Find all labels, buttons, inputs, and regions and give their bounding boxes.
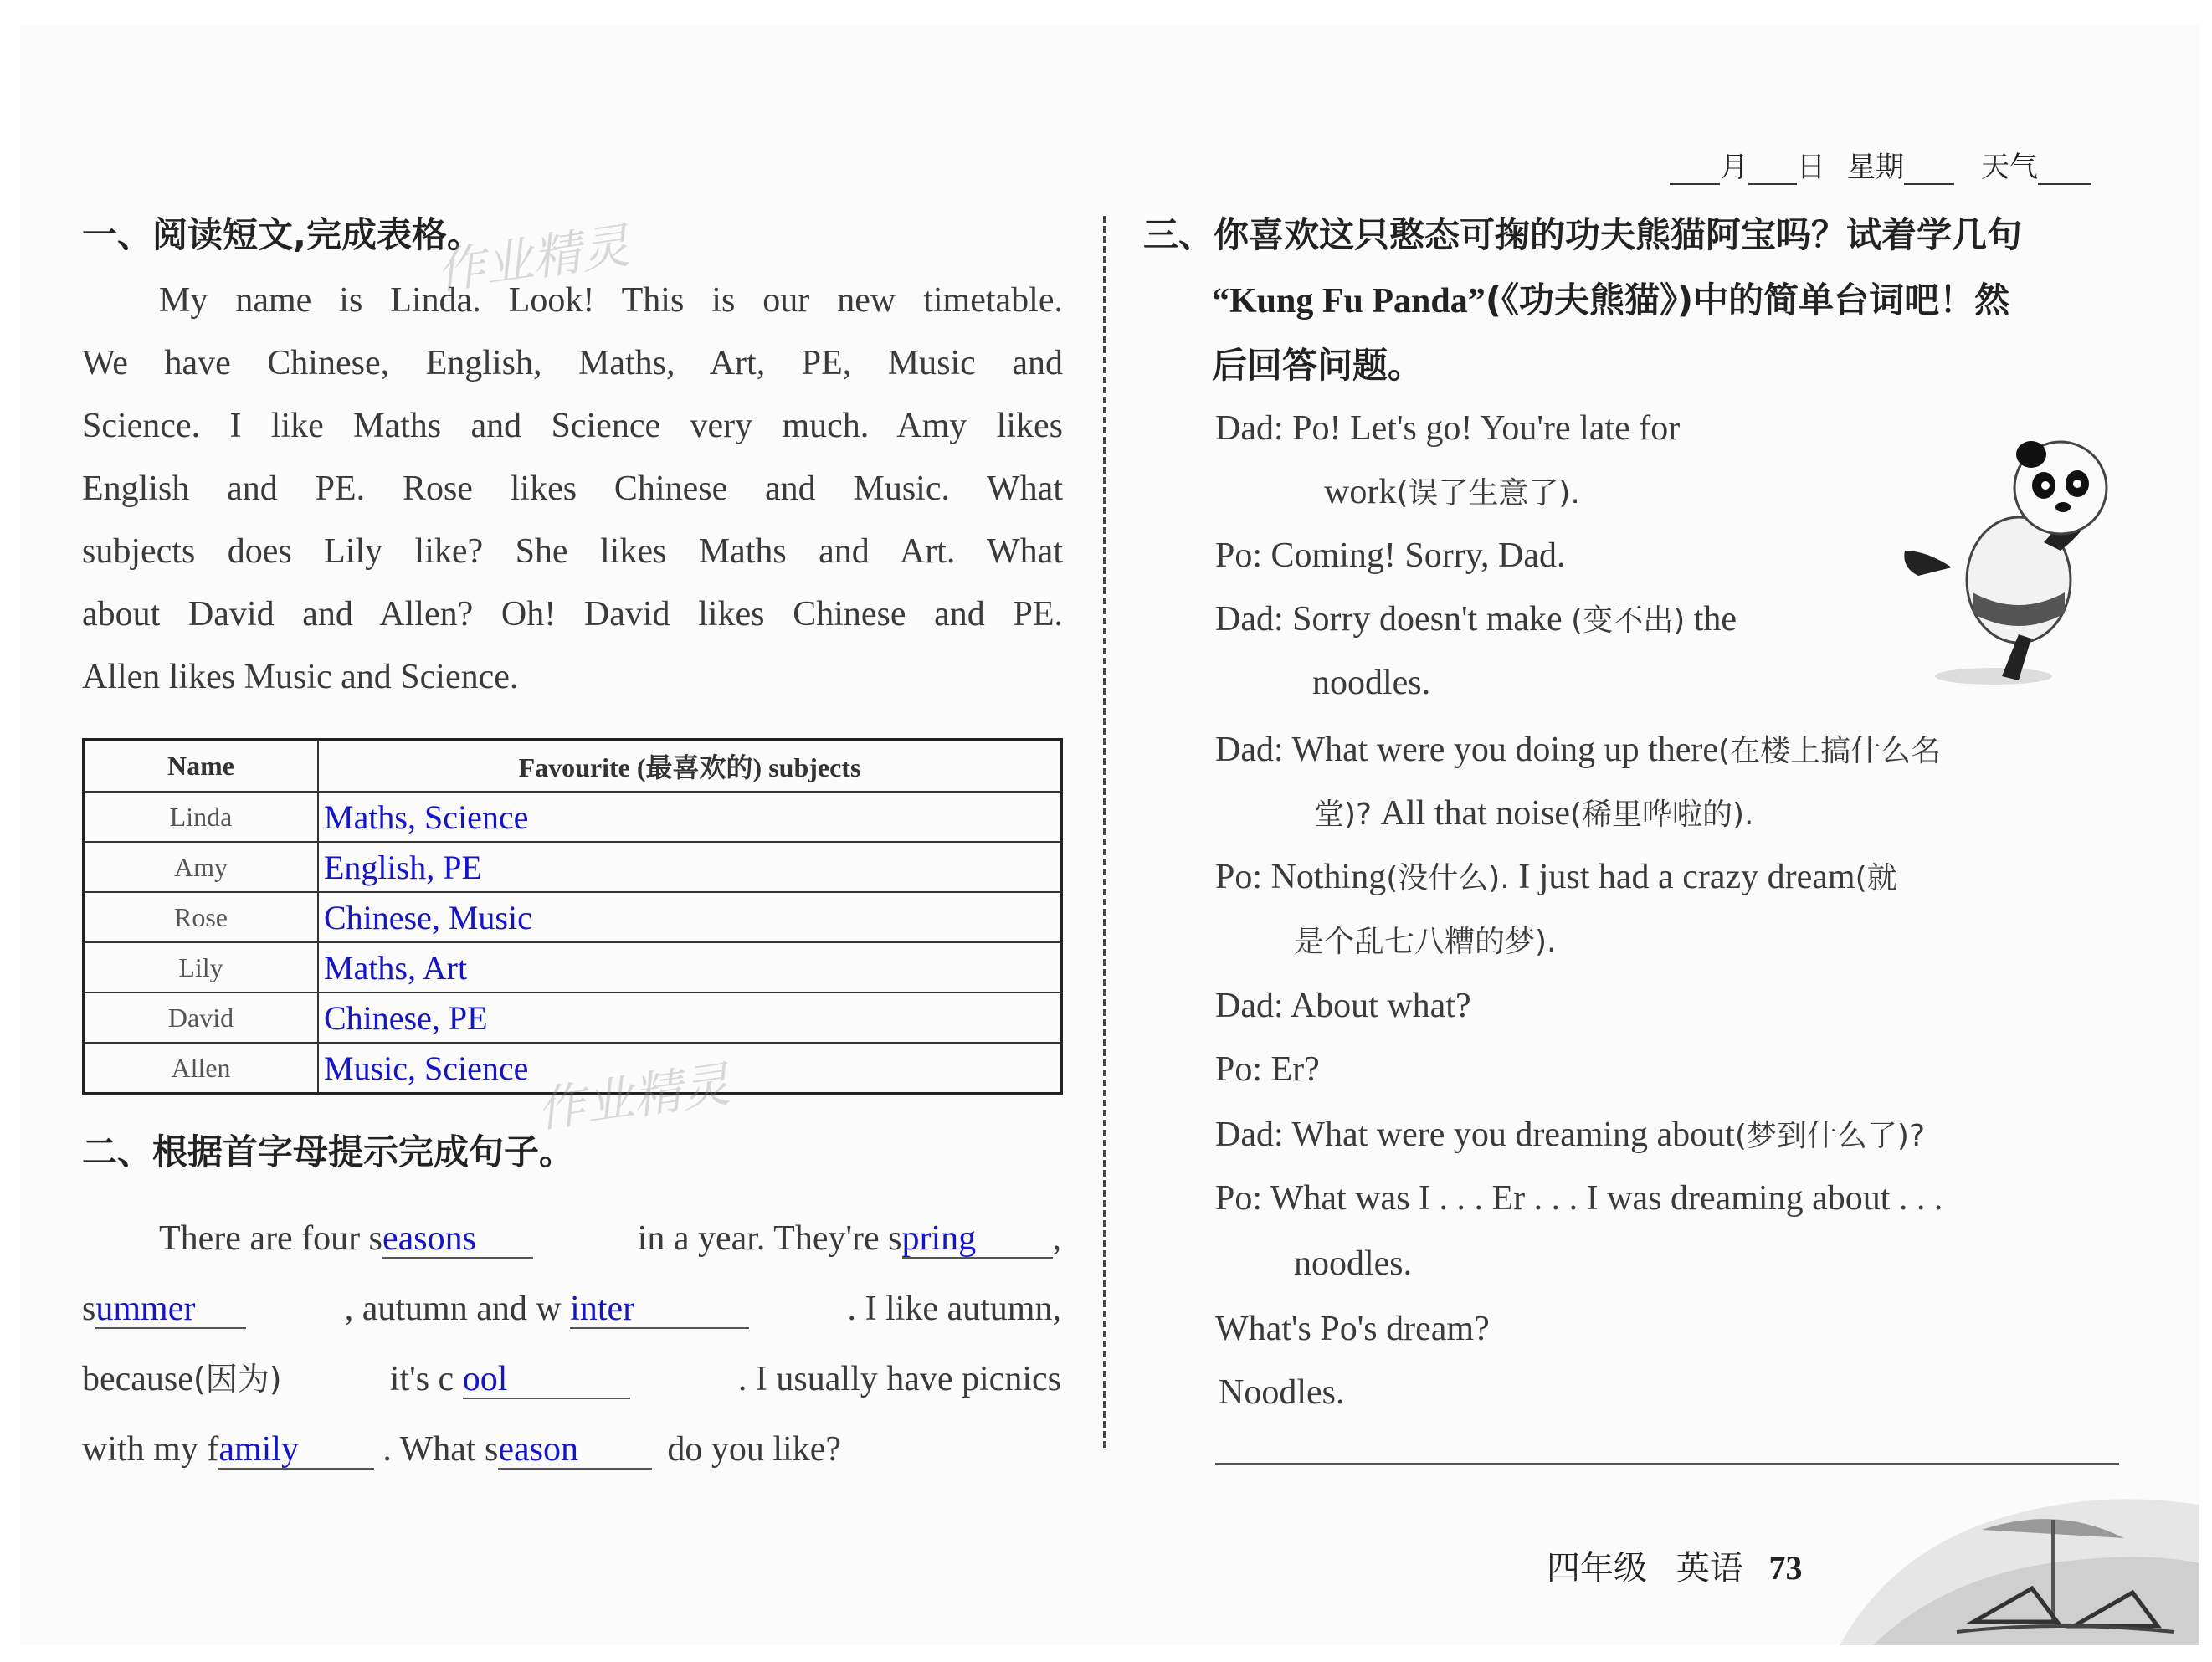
answer-subjects: Chinese, Music (318, 892, 1062, 942)
col-header-name: Name (84, 740, 319, 793)
sentence-text: . I usually have picnics (737, 1360, 1061, 1398)
sentence-text: do you like? (667, 1430, 841, 1469)
table-row (84, 942, 1062, 993)
passage-line: Allen likes Music and Science. (82, 658, 519, 696)
dialogue-dad-3-cont (1314, 782, 1754, 847)
dialogue-text: Po: Nothing (1215, 858, 1387, 896)
fill-row (82, 1329, 1061, 1399)
answer-subjects: Music, Science (318, 1043, 1062, 1094)
student-name: David (84, 993, 319, 1043)
reading-passage (82, 269, 1063, 709)
sentence-text: because (82, 1360, 193, 1398)
student-name: Rose (84, 892, 319, 942)
student-name: Linda (84, 792, 319, 842)
dialogue-gloss: (就 (1855, 861, 1897, 895)
dialogue-po-4-cont: noodles. (1294, 1244, 1413, 1283)
dialogue-dad-3 (1215, 718, 1941, 783)
section2-title: 二、根据首字母提示完成句子。 (82, 1131, 575, 1172)
beach-scene-illustration (1840, 1454, 2199, 1645)
table-header-row (84, 740, 1062, 793)
sentence-text: , autumn and w (344, 1290, 562, 1328)
answer-blank: inter (570, 1290, 749, 1329)
answer-text: Noodles. (1219, 1373, 1345, 1412)
sentence-text: in a year. They're s (637, 1219, 902, 1258)
sentence-text: . I like autumn, (847, 1290, 1061, 1328)
passage-line: Science. I like Maths and Science very much. Amy likes (82, 407, 1063, 445)
student-name: Amy (84, 842, 319, 892)
watermark: 作业精灵 (433, 217, 634, 300)
dialogue-gloss: 堂)? (1314, 798, 1373, 832)
page-footer (1547, 1541, 1802, 1589)
table-row (84, 993, 1062, 1043)
fill-row (82, 1188, 1061, 1259)
dialogue-text: the (1693, 600, 1737, 639)
dialogue-dad-5 (1215, 1103, 1925, 1168)
subject-label: 英语 (1676, 1549, 1743, 1588)
fill-row (82, 1259, 1061, 1329)
answer-subjects: Chinese, PE (318, 993, 1062, 1043)
answer-subjects: Maths, Art (318, 942, 1062, 993)
dialogue-dad-2 (1215, 587, 1737, 653)
passage-line: My name is Linda. Look! This is our new timetable. (159, 281, 1063, 320)
day-label: 日 (1797, 151, 1825, 184)
dialogue-dad-1-cont (1324, 460, 1580, 526)
weekday-label: 星期 (1847, 151, 1904, 184)
col-header-subjects: Favourite (最喜欢的) subjects (318, 740, 1062, 793)
dialogue-text: work (1324, 473, 1397, 511)
dialogue-gloss: (在楼上搞什么名 (1718, 734, 1942, 768)
sentence-text: s (82, 1290, 96, 1328)
dialogue-gloss: (变不出) (1571, 603, 1686, 638)
table-row (84, 892, 1062, 942)
sentence-text: (因为) (192, 1361, 282, 1398)
month-label: 月 (1720, 151, 1748, 184)
sentence-text: it's c (389, 1360, 454, 1398)
fill-in-sentences (82, 1188, 1061, 1470)
sentence-text: with my f (82, 1430, 219, 1469)
dialogue-po-4: Po: What was I . . . Er . . . I was dreaming about . . . (1215, 1179, 1943, 1218)
dialogue-text: Dad: Sorry doesn't make (1215, 600, 1563, 639)
section3-title-line1: 三、你喜欢这只憨态可掬的功夫熊猫阿宝吗？试着学几句 (1143, 214, 2023, 255)
dialogue-gloss: (梦到什么了)? (1734, 1119, 1926, 1153)
answer-blank: ummer (95, 1290, 246, 1329)
dialogue-po-1: Po: Coming! Sorry, Dad. (1215, 536, 1566, 575)
answer-blank: easons (382, 1220, 533, 1259)
dialogue-dad-1: Dad: Po! Let's go! You're late for (1215, 409, 1681, 448)
answer-blank: ool (463, 1361, 630, 1399)
watermark: 作业精灵 (533, 1055, 734, 1139)
passage-line: about David and Allen? Oh! David likes Chinese and PE. (82, 595, 1063, 634)
student-name: Allen (84, 1043, 319, 1094)
movie-title-en: “Kung Fu Panda” (1212, 282, 1486, 321)
answer-blank: pring (902, 1220, 1053, 1259)
dialogue-gloss: (误了生意了). (1396, 476, 1580, 510)
dialogue-po-3: Po: Er? (1215, 1050, 1320, 1089)
sentence-text: , (1052, 1219, 1061, 1258)
sentence-text: There are four s (159, 1219, 383, 1258)
movie-title-zh: (《功夫熊猫》)中的简单台词吧！然 (1485, 280, 2010, 321)
dialogue-text: Dad: What were you doing up there (1215, 731, 1719, 769)
dialogue-po-2-cont (1294, 909, 1557, 974)
grade-label: 四年级 (1547, 1549, 1647, 1588)
dialogue-text: Dad: What were you dreaming about (1215, 1116, 1735, 1154)
date-line (1670, 144, 2122, 185)
dialogue-text: I just had a crazy dream (1518, 858, 1855, 896)
section1-title: 一、阅读短文,完成表格。 (82, 214, 482, 255)
page-number: 73 (1768, 1549, 1803, 1587)
fill-row (82, 1399, 1061, 1470)
dialogue-gloss: (稀里哗啦的). (1569, 798, 1754, 832)
passage-line: subjects does Lily like? She likes Maths and Art. What (82, 532, 1063, 571)
dialogue-po-2 (1215, 845, 1897, 911)
dialogue-text: All that noise (1380, 794, 1570, 833)
dialogue-gloss: (没什么). (1386, 861, 1510, 895)
table-row (84, 792, 1062, 842)
page-divider (1103, 216, 1106, 1448)
answer-subjects: English, PE (318, 842, 1062, 892)
section3-title-line3: 后回答问题。 (1212, 345, 1424, 386)
passage-line: We have Chinese, English, Maths, Art, PE, Music and (82, 344, 1063, 382)
table-row (84, 842, 1062, 892)
dialogue-dad-2-cont: noodles. (1312, 664, 1431, 702)
answer-blank: eason (498, 1431, 652, 1470)
dialogue-gloss: 是个乱七八糟的梦). (1294, 925, 1557, 959)
section3-title-line2 (1212, 278, 2009, 325)
student-name: Lily (84, 942, 319, 993)
panda-illustration (1893, 425, 2119, 693)
passage-line: English and PE. Rose likes Chinese and Music. What (82, 469, 1063, 508)
answer-subjects: Maths, Science (318, 792, 1062, 842)
question-text: What's Po's dream? (1215, 1310, 1490, 1348)
weather-label: 天气 (1981, 151, 2038, 184)
answer-blank: amily (218, 1431, 374, 1470)
favourite-subjects-table (82, 738, 1063, 1095)
dialogue-dad-4: Dad: About what? (1215, 987, 1471, 1025)
sentence-text: . What s (382, 1430, 499, 1469)
